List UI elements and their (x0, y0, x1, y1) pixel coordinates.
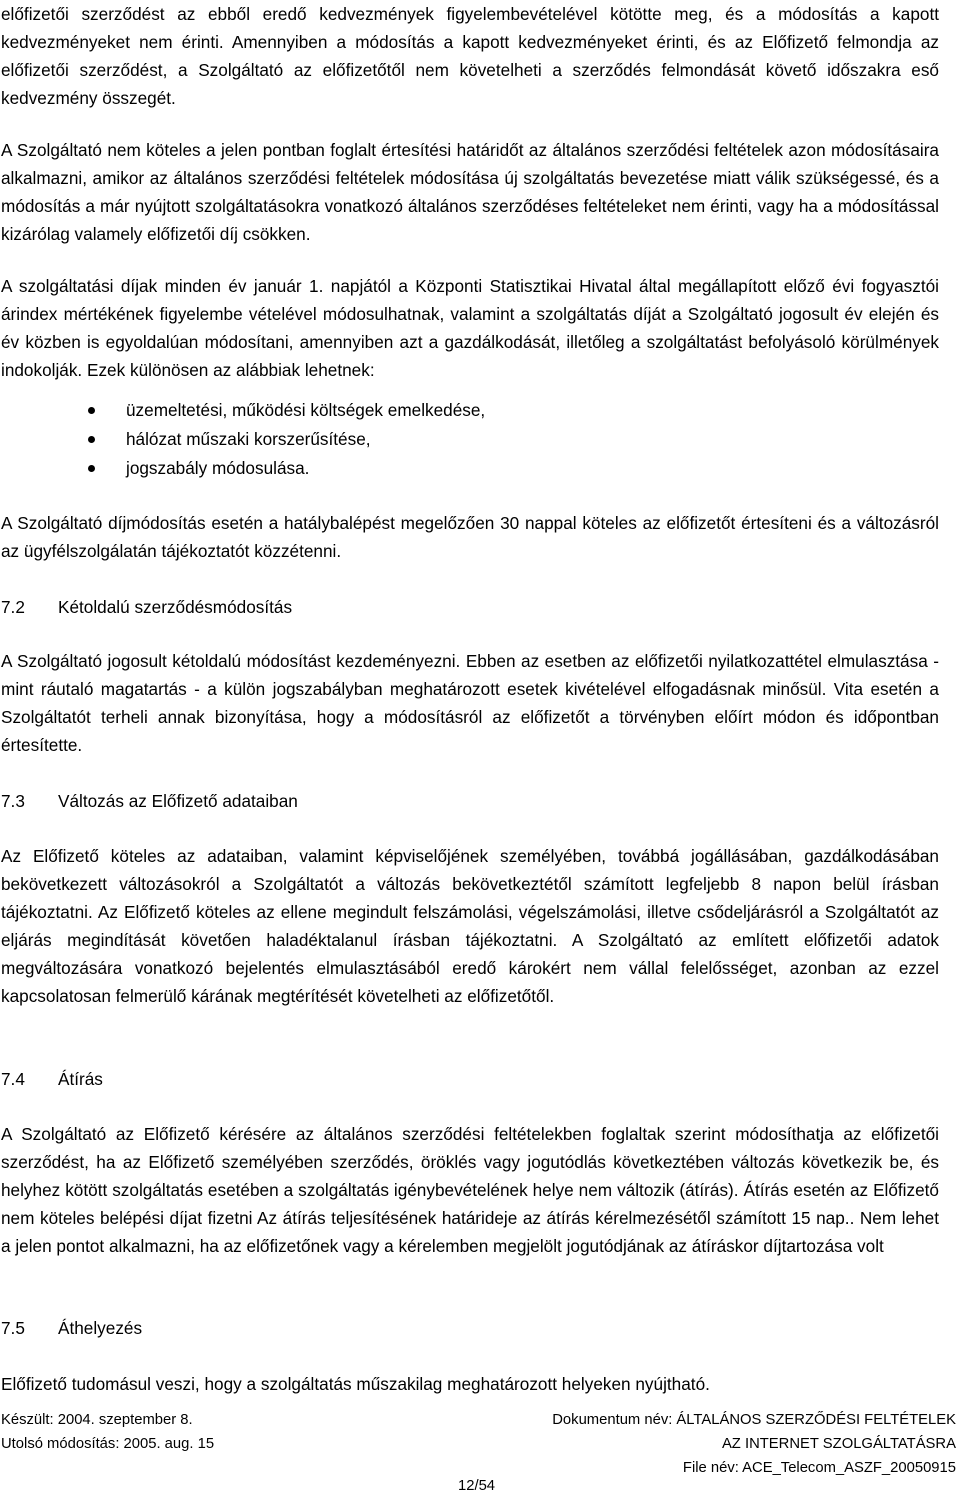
section-title: Átírás (58, 1069, 103, 1089)
section-heading-7-3 (1, 787, 298, 815)
paragraph-fee-change-notice: A Szolgáltató díjmódosítás esetén a hatálybalépést megelőzően 30 nappal köteles az előfizetőt értesíteni és a változásról az ügyfélszolgálatán tájékoztatót közzétenni. (1, 513, 939, 561)
footer-created-date: Készült: 2004. szeptember 8. (1, 1412, 193, 1428)
list-item: üzemeltetési, működési költségek emelkedése, (88, 396, 485, 425)
section-number: 7.4 (1, 1069, 25, 1089)
footer-modified-date: Utolsó módosítás: 2005. aug. 15 (1, 1436, 215, 1452)
bullet-icon (88, 465, 95, 472)
bullet-icon (88, 436, 95, 443)
section-number: 7.2 (1, 597, 25, 617)
section-title: Változás az Előfizető adataiban (58, 791, 298, 811)
section-number: 7.5 (1, 1318, 25, 1338)
paragraph-subscriber-data-change: Az Előfizető köteles az adataiban, valamint képviselőjének személyében, továbbá jogállásában, gazdálkodásában bekövetkezett változásokról a Szolgáltatót a változás bekövetkeztétől számított legfeljebb 8 napon belül írásban tájékoztatni. Az Előfizető köteles az ellene megindult felszámolási, végelszámolási, illetve csődeljárásról a Szolgáltatót az eljárás megindítását követően haladéktalanul írásban tájékoztatni. A Szolgáltató az említett előfizetői adatok megváltozására vonatkozó bejelentés elmulasztásából eredő károkért nem vállal felelősséget, azonban az ezzel kapcsolatosan felmerülő kárának megtérítését követelheti az előfizetőtől. (1, 846, 939, 1006)
section-heading-7-2 (1, 593, 292, 621)
footer-document-name: Dokumentum név: ÁLTALÁNOS SZERZŐDÉSI FELTÉTELEK (552, 1412, 956, 1428)
page-number: 12/54 (458, 1478, 496, 1494)
section-title: Kétoldalú szerződésmódosítás (58, 597, 293, 617)
section-number: 7.3 (1, 791, 25, 811)
paragraph-notification-exception: A Szolgáltató nem köteles a jelen pontban foglalt értesítési határidőt az általános szerződési feltételek azon módosításaira alkalmazni, amikor az általános szerződési feltételek módosítása új szolgáltatás bevezetése miatt válik szükségessé, és a módosítás a már nyújtott szolgáltatásokra vonatkozó általános szerződéses feltételeket nem érinti, vagy ha a módosítással kizárólag valamely előfizetői díj csökken. (1, 140, 939, 244)
bullet-icon (88, 407, 95, 414)
footer-document-name-continued: AZ INTERNET SZOLGÁLTATÁSRA (721, 1436, 956, 1452)
paragraph-contract-modification-discounts: előfizetői szerződést az ebből eredő kedvezmények figyelembevételével kötötte meg, és a módosítás a kapott kedvezményeket nem érinti. Amennyiben a módosítás a kapott kedvezményeket érinti, és az Előfizető felmondja az előfizetői szerződést, a Szolgáltató az előfizetőtől nem követelheti a szerződés felmondását követő időszakra eső kedvezmény összegét. (1, 4, 939, 108)
section-heading-7-4 (1, 1065, 103, 1093)
section-heading-7-5 (1, 1314, 142, 1342)
section-title: Áthelyezés (58, 1318, 143, 1338)
list-item: jogszabály módosulása. (88, 454, 485, 483)
list-item: hálózat műszaki korszerűsítése, (88, 425, 485, 454)
paragraph-fee-adjustment: A szolgáltatási díjak minden év január 1. napjától a Központi Statisztikai Hivatal által megállapított előző évi fogyasztói árindex mértékének figyelembe vételével módosulhatnak, valamint a szolgáltatás díját a Szolgáltató jogosult év elején és év közben is egyoldalúan módosítani, amennyiben azt a gazdálkodását, illetőleg a szolgáltatást befolyásoló körülmények indokolják. Ezek különösen az alábbiak lehetnek: (1, 276, 939, 380)
paragraph-relocation: Előfizető tudomásul veszi, hogy a szolgáltatás műszakilag meghatározott helyeken nyújtható. (1, 1374, 710, 1394)
paragraph-transfer: A Szolgáltató az Előfizető kérésére az általános szerződési feltételekben foglaltak szerint módosíthatja az előfizetői szerződést, ha az Előfizető személyében szerződés, öröklés vagy jogutódlás következtében változás következik be, és helyhez kötött szolgáltatás esetében a szolgáltatás igénybevételének helye nem változik (átírás). Átírás esetén az Előfizető nem köteles belépési díjat fizetni Az átírás teljesítésének határideje az átírás kérelmezésétől számított 15 nap.. Nem lehet a jelen pontot alkalmazni, ha az előfizetőnek vagy a kérelemben megjelölt jogutódjának az átíráskor díjtartozása volt (1, 1124, 939, 1256)
footer-file-name: File név: ACE_Telecom_ASZF_20050915 (682, 1460, 956, 1476)
paragraph-bilateral-modification: A Szolgáltató jogosult kétoldalú módosítást kezdeményezni. Ebben az esetben az előfizetői nyilatkozattétel elmulasztása - mint ráutaló magatartás - a külön jogszabályban meghatározott esetek kivételével elfogadásnak minősül. Vita esetén a Szolgáltatót terheli annak bizonyítása, hogy a módosításról az előfizetőt a törvényben előírt módon és időpontban értesítette. (1, 651, 939, 755)
fee-adjustment-reasons-list (88, 396, 485, 483)
